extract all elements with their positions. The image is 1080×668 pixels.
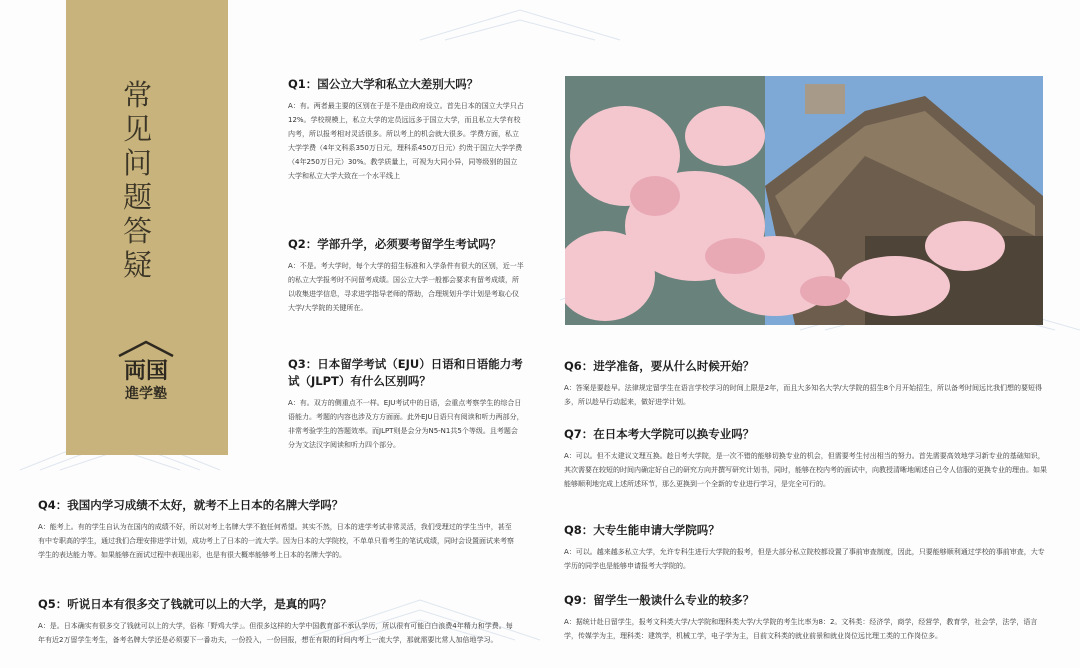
qa-item-4 xyxy=(38,497,518,562)
question: Q4：我国内学习成绩不太好，就考不上日本的名牌大学吗？ xyxy=(38,498,344,512)
logo-chars: 両国 xyxy=(123,358,169,384)
qa-item-8 xyxy=(564,522,1048,573)
title-char: 常 xyxy=(122,78,153,112)
title-char: 题 xyxy=(122,180,153,214)
qa-item-6 xyxy=(564,358,1048,409)
vertical-title xyxy=(118,78,158,282)
qa-item-7 xyxy=(564,426,1048,491)
question: Q2：学部升学，必须要考留学生考试吗？ xyxy=(288,237,502,251)
answer: A：是。日本确实有很多交了钱就可以上的大学，俗称「野鸡大学」。但很多这样的大学中国教育部不承认学历，所以很有可能白白浪费4年精力和学费。每年有近2万留学生考生，备考名牌大学还是必须要下一番功夫，一份投入，一份回报，想在有限的时间内考上一流大学，那就需要比常人加倍地学习。 xyxy=(38,622,513,644)
answer: A：答案是要趁早。法律规定留学生在语言学校学习的时间上限是2年，而且大多知名大学/大学院的招生8个月开始招生，所以备考时间远比我们想的要短得多，所以趁早行动起来，做好进学计划。 xyxy=(564,384,1043,406)
qa-item-1 xyxy=(288,76,524,183)
question: Q6：进学准备，要从什么时候开始？ xyxy=(564,359,755,373)
answer: A：可以。但不太建议文理互换。趁日考大学院，是一次不错的能够切换专业的机会，但需要考生付出相当的努力。首先需要高效地学习新专业的基础知识，其次需要在较短的时间内确定好自己的研究方向并撰写研究计划书，同时，能够在校内考的面试中，向教授清晰地阐述自己令人信服的更换专业的理由。如果能够顺利地完成上述所述环节，那么更换到一个全新的专业进行学习，是完全可行的。 xyxy=(564,452,1047,488)
title-char: 见 xyxy=(122,112,153,146)
answer: A：有。双方的侧重点不一样。EJU考试中的日语，会重点考察学生的综合日语能力。考题的内容也涉及方方面面。此外EJU日语只有阅读和听力两部分，非常考验学生的答题效率。而JLPT则是会分为N5-N1共5个等级。且考题会分为文法汉字阅读和听力四个部分。 xyxy=(288,399,524,449)
cherry-blossom-temple-photo xyxy=(565,76,1043,325)
qa-item-3 xyxy=(288,356,524,452)
title-char: 答 xyxy=(122,214,153,248)
title-char: 问 xyxy=(122,146,153,180)
answer: A：有。两者最主要的区别在于是不是由政府设立。首先日本的国立大学只占12%。学校规模上，私立大学的定员远远多于国立大学，而且私立大学有校内考，所以报考相对灵活很多。所以考上的机会就大很多。学费方面，私立大学学费（4年文科系350万日元，理科系450万日元）约贵于国立大学学费（4年250万日元）30%。教学质量上，可视为大同小异，同等级别的国立大学和私立大学大致在一个水平线上 xyxy=(288,102,524,180)
question: Q3：日本留学考试（EJU）日语和日语能力考试（JLPT）有什么区别吗？ xyxy=(288,357,523,388)
qa-item-9 xyxy=(564,592,1048,643)
qa-item-2 xyxy=(288,236,524,315)
question: Q8：大专生能申请大学院吗？ xyxy=(564,523,720,537)
question: Q7：在日本考大学院可以换专业吗？ xyxy=(564,427,755,441)
question: Q1：国公立大学和私立大差别大吗？ xyxy=(288,77,479,91)
logo-text: 進学塾 xyxy=(125,386,167,402)
answer: A：据统计赴日留学生，报考文科类大学/大学院和理科类大学/大学院的考生比率为8：2。文科类：经济学，商学，经营学，教育学，社会学，法学，语言学，传媒学为主，理科类：建筑学，机械工学，电子学为主，目前文科类的就业前景和就业岗位远比理工类的工作岗位多。 xyxy=(564,618,1038,640)
question: Q5：听说日本有很多交了钱就可以上的大学，是真的吗？ xyxy=(38,597,332,611)
answer: A：不是。考大学时，每个大学的招生标准和入学条件有很大的区别，近一半的私立大学报考时不问留考成绩。国公立大学一般都会要求有留考成绩，所以收集进学信息，寻求进学指导老师的帮助，合理规划升学计划是考取心仪大学/大学院的关键所在。 xyxy=(288,262,524,312)
title-char: 疑 xyxy=(122,248,153,282)
answer: A：能考上。有的学生自认为在国内的成绩不好，所以对考上名牌大学不抱任何希望。其实不然，日本的进学考试非常灵活，我们受理过的学生当中，甚至有中专职高的学生，通过我们合理安排进学计划，成功考上了日本的一流大学。因为日本的大学院校，不单单只看考生的笔试成绩，同时会设置面试来考察学生的表达能力等。如果能够在面试过程中表现出彩，也是有很大概率能够考上日本的名牌大学的。 xyxy=(38,523,514,559)
answer: A：可以。越来越多私立大学，允许专科生进行大学院的报考，但是大部分私立院校都设置了事前审查制度，因此，只要能够顺利通过学校的事前审查，大专学历的同学也是能够申请报考大学院的。 xyxy=(564,548,1045,570)
qa-item-5 xyxy=(38,596,518,647)
question: Q9：留学生一般读什么专业的较多？ xyxy=(564,593,755,607)
